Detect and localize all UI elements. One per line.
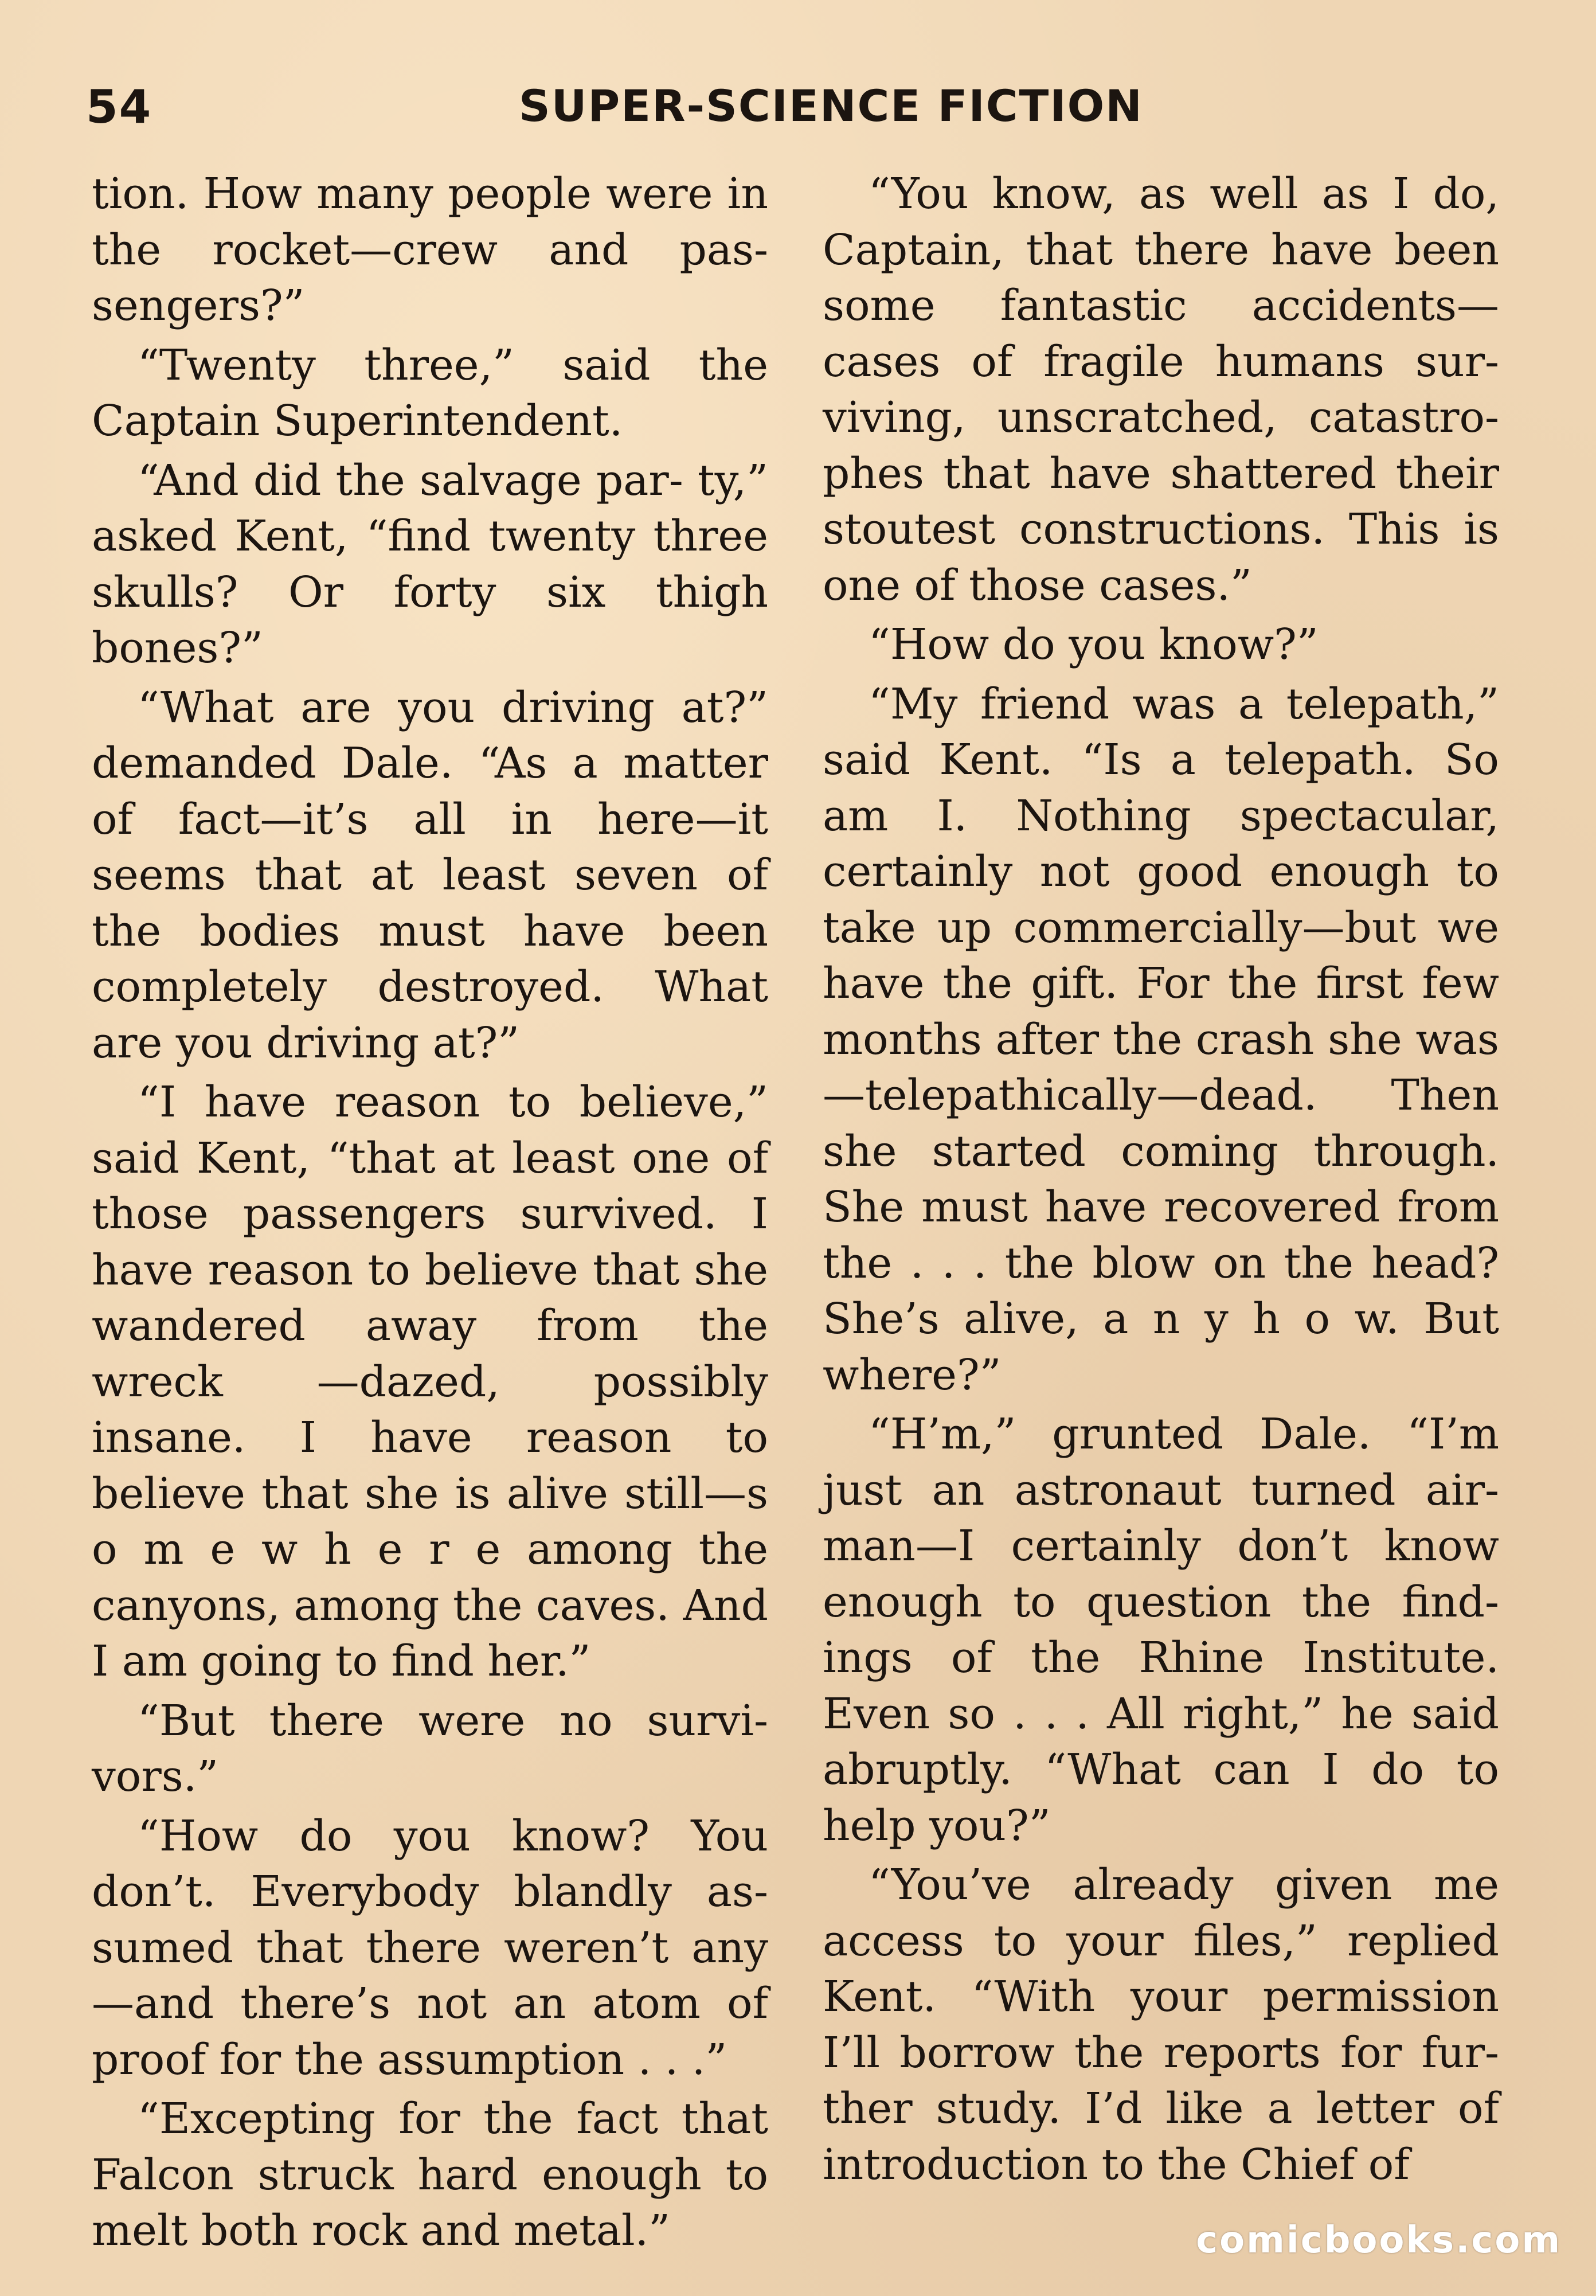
paragraph: “And did the salvage par- ty,” asked Kent, “find twenty three skulls? Or forty six thigh bones?” [92,455,768,673]
paragraph: “My friend was a telepath,” said Kent. “Is a telepath. So am I. Nothing spectacular, certainly not good enough to take up commercially—but we have the gift. For the first few months after the crash she was —telepathically—dead. Then she started coming through. She must have recovered from the . . . the blow on the head? She’s alive, a n y h o w. But where?” [823,679,1499,1400]
left-column [92,166,768,2259]
paragraph: “What are you driving at?” demanded Dale. “As a matter of fact—it’s all in here—it seems that at least seven of the bodies must have been completely destroyed. What are you driving at?” [92,682,768,1068]
page-number: 54 [86,80,152,134]
running-head: SUPER-SCIENCE FICTION [519,80,1143,131]
paragraph: tion. How many people were in the rocket—crew and pas- sengers?” [92,169,768,330]
paragraph: “How do you know? You don’t. Everybody blandly as- sumed that there weren’t any —and there’s not an atom of proof for the assumption . . .” [92,1811,768,2084]
paragraph: “H’m,” grunted Dale. “I’m just an astronaut turned air- man—I certainly don’t know enough to question the find- ings of the Rhine Institute. Even so . . . All right,” he said abruptly. “What can I do to help you?” [823,1409,1499,1850]
page-header [86,80,1508,143]
right-column [823,166,1499,2193]
paragraph: “How do you know?” [869,620,1319,669]
paragraph: “Twenty three,” said the Captain Superintendent. [92,340,768,446]
paragraph: “Excepting for the fact that Falcon struck hard enough to melt both rock and metal.” [92,2094,768,2255]
paragraph: “But there were no survi- vors.” [92,1696,768,1801]
paragraph: “I have reason to believe,” said Kent, “that at least one of those passengers survived. I have reason to believe that she wandered away from the wreck —dazed, possibly insane. I have reason to believe that she is alive still—s o m e w h e r e among the canyons, among the caves. And I am going to find her.” [92,1077,768,1686]
watermark: comicbooks.com [1196,2219,1562,2262]
paragraph: “You’ve already given me access to your files,” replied Kent. “With your permission I’ll borrow the reports for fur- ther study. I’d like a letter of introduction to the Chief of [823,1860,1499,2189]
paragraph: “You know, as well as I do, Captain, that there have been some fantastic accidents— cases of fragile humans sur- viving, unscratched, catastro- phes that have shattered their stoutest constructions. This is one of those cases.” [823,169,1499,610]
